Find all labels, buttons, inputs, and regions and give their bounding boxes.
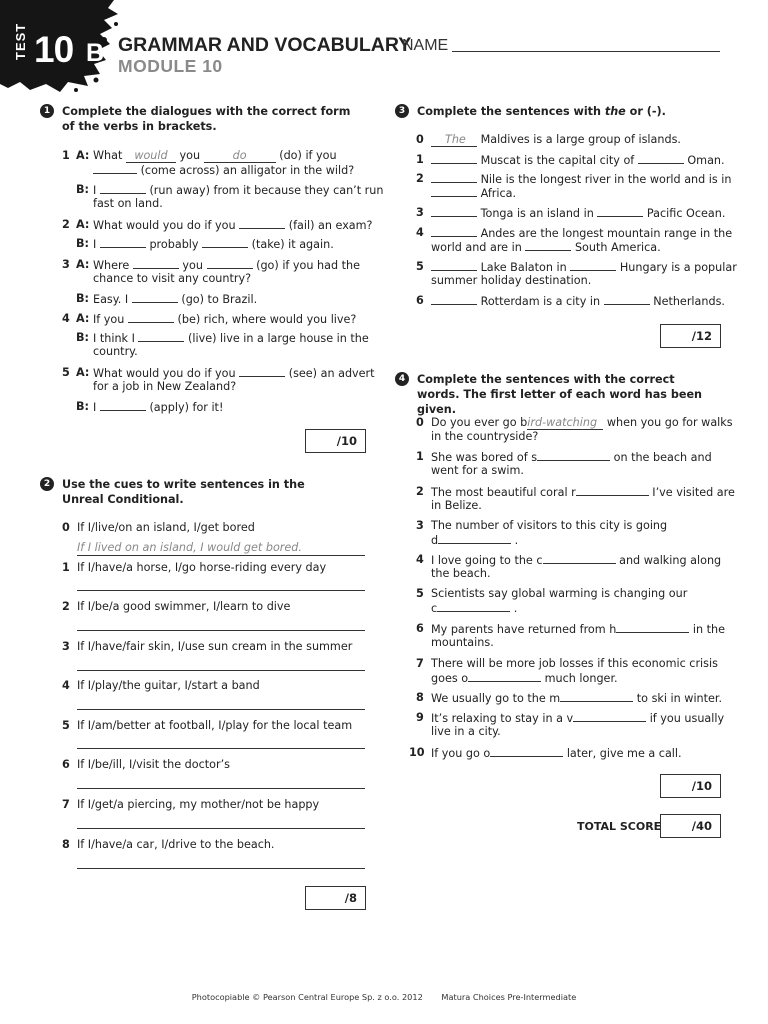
sentence: The number of visitors to this city is going: [431, 519, 668, 532]
cue-text: If I/have/a car, I/drive to the beach.: [77, 838, 275, 851]
exercise-3: [395, 104, 725, 119]
sentence: the beach.: [431, 567, 491, 580]
item-number: 4: [62, 679, 70, 692]
item-number: 6: [416, 294, 424, 307]
answer-line[interactable]: [77, 788, 365, 789]
example-answer: The: [431, 134, 477, 147]
exercise-number-badge: 3: [395, 104, 409, 118]
speaker-a: A:: [76, 258, 90, 271]
module-label: MODULE 10: [118, 56, 223, 76]
item-number: 3: [416, 519, 424, 532]
item-number: 10: [409, 746, 425, 759]
answer-blank[interactable]: [93, 162, 137, 174]
item-number: 6: [62, 758, 70, 771]
test-letter: B: [86, 39, 105, 67]
total-score-label: TOTAL SCORE: [577, 820, 662, 833]
exercise-2-score-box[interactable]: /8: [305, 886, 366, 910]
exercise-2: [40, 477, 330, 507]
example-answer: would: [126, 150, 176, 163]
item-number: 7: [62, 798, 70, 811]
sentence: c .: [431, 602, 518, 615]
cue-text: If I/be/a good swimmer, I/learn to dive: [77, 600, 291, 613]
exercise-number-badge: 1: [40, 104, 54, 118]
answer-blank[interactable]: [576, 484, 649, 496]
sentence: Scientists say global warming is changing our: [431, 587, 688, 600]
page-footer: [0, 990, 768, 1005]
book-title: Matura Choices Pre-Intermediate: [441, 992, 577, 1002]
item-number: 3: [62, 640, 70, 653]
answer-blank[interactable]: [437, 600, 510, 612]
speaker-b: B:: [76, 292, 90, 305]
total-score-box[interactable]: /40: [660, 814, 721, 838]
exercise-number-badge: 2: [40, 477, 54, 491]
answer-blank[interactable]: [431, 152, 477, 164]
dialogue-line: fast on land.: [93, 197, 163, 210]
exercise-4: [395, 372, 715, 417]
sentence: Rotterdam is a city in Netherlands.: [431, 293, 725, 309]
item-number: 1: [62, 149, 70, 162]
exercise-3-instruction: 3 Complete the sentences with the or (-).: [395, 104, 725, 119]
exercise-1: [40, 104, 360, 134]
dialogue-line: I probably (take) it again.: [93, 238, 334, 251]
answer-blank[interactable]: [100, 236, 146, 248]
answer-blank[interactable]: [202, 236, 248, 248]
item-number: 3: [416, 206, 424, 219]
sentence: in Belize.: [431, 499, 482, 512]
exercise-1-instruction: 1 Complete the dialogues with the correct form of the verbs in brackets.: [40, 104, 360, 134]
item-number: 2: [62, 600, 70, 613]
sentence: We usually go to the m to ski in winter.: [431, 692, 723, 705]
test-label: TEST: [13, 22, 28, 60]
sentence: in the countryside?: [431, 430, 539, 443]
exercise-1-score-box[interactable]: /10: [305, 429, 366, 453]
cue-text: If I/get/a piercing, my mother/not be happy: [77, 798, 320, 811]
answer-blank[interactable]: [239, 217, 285, 229]
answer-blank[interactable]: [431, 171, 477, 183]
answer-blank[interactable]: [537, 449, 610, 461]
answer-blank[interactable]: [431, 205, 477, 217]
item-number: 2: [62, 218, 70, 231]
cue-text: If I/live/on an island, I/get bored: [77, 521, 255, 534]
item-number: 0: [62, 521, 70, 534]
dialogue-line: If you (be) rich, where would you live?: [93, 313, 357, 326]
cue-text: If I/be/ill, I/visit the doctor’s: [77, 758, 230, 771]
dialogue-line: I (apply) for it!: [93, 401, 224, 414]
answer-blank[interactable]: [100, 399, 146, 411]
answer-blank[interactable]: [638, 152, 684, 164]
cue-text: If I/am/better at football, I/play for the local team: [77, 719, 353, 732]
speaker-a: A:: [76, 149, 90, 162]
item-number: 6: [416, 622, 424, 635]
answer-blank[interactable]: [431, 293, 477, 305]
cue-text: If I/have/fair skin, I/use sun cream in the summer: [77, 640, 353, 653]
answer-line[interactable]: [77, 630, 365, 631]
answer-blank[interactable]: [597, 205, 643, 217]
dialogue-line: Easy. I (go) to Brazil.: [93, 293, 258, 306]
item-number: 5: [416, 260, 424, 273]
answer-line[interactable]: [77, 748, 365, 749]
item-number: 0: [416, 416, 424, 429]
item-number: 2: [416, 172, 424, 185]
answer-blank[interactable]: [604, 293, 650, 305]
dialogue-line: country.: [93, 345, 138, 358]
answer-blank[interactable]: [438, 532, 511, 544]
test-number: 10: [34, 29, 74, 70]
item-number: 3: [62, 258, 70, 271]
sentence: world and are in South America.: [431, 241, 661, 254]
item-number: 8: [62, 838, 70, 851]
answer-blank[interactable]: [431, 185, 477, 197]
answer-blank[interactable]: [132, 291, 178, 303]
answer-blank[interactable]: [560, 690, 633, 702]
item-number: 4: [62, 312, 70, 325]
answer-blank[interactable]: [207, 257, 253, 269]
sentence: Africa.: [431, 185, 516, 201]
answer-blank[interactable]: [128, 311, 174, 323]
speaker-b: B:: [76, 183, 90, 196]
item-number: 4: [416, 553, 424, 566]
sentence: d .: [431, 534, 519, 547]
sentence: mountains.: [431, 636, 494, 649]
sentence: Muscat is the capital city of Oman.: [431, 152, 725, 168]
sentence: The Maldives is a large group of islands.: [431, 132, 681, 147]
answer-blank[interactable]: [133, 257, 179, 269]
item-number: 7: [416, 657, 424, 670]
answer-blank[interactable]: [525, 239, 571, 251]
sentence: goes o much longer.: [431, 672, 618, 685]
speaker-a: A:: [76, 366, 90, 379]
answer-blank[interactable]: [431, 225, 477, 237]
copyright-text: Photocopiable © Pearson Central Europe Sp. z o.o. 2012: [191, 992, 423, 1002]
dialogue-line: What would you do if you (fail) an exam?: [93, 219, 373, 232]
name-input-line[interactable]: [452, 51, 720, 52]
answer-blank[interactable]: [490, 745, 563, 757]
answer-blank[interactable]: [570, 259, 616, 271]
sentence: My parents have returned from h in the: [431, 623, 726, 636]
exercise-2-instruction: 2 Use the cues to write sentences in the Unreal Conditional.: [40, 477, 330, 507]
answer-blank[interactable]: [138, 330, 184, 342]
dialogue-line: (come across) an alligator in the wild?: [93, 162, 354, 178]
sentence: live in a city.: [431, 725, 501, 738]
item-number: 8: [416, 691, 424, 704]
cue-text: If I/play/the guitar, I/start a band: [77, 679, 260, 692]
item-number: 5: [62, 719, 70, 732]
sentence: Andes are the longest mountain range in the: [431, 225, 732, 241]
dialogue-line: chance to visit any country?: [93, 272, 252, 285]
speaker-b: B:: [76, 237, 90, 250]
speaker-b: B:: [76, 331, 90, 344]
example-answer: do: [204, 150, 276, 163]
page-title: GRAMMAR AND VOCABULARY: [118, 34, 412, 56]
dialogue-line: What would you do (do) if you: [93, 149, 337, 162]
answer-line[interactable]: [77, 670, 365, 671]
sentence: summer holiday destination.: [431, 274, 592, 287]
item-number: 1: [62, 561, 70, 574]
dialogue-line: I think I (live) live in a large house in the: [93, 332, 369, 345]
item-number: 2: [416, 485, 424, 498]
sentence: There will be more job losses if this economic crisis: [431, 657, 718, 670]
exercise-4-instruction: 4 Complete the sentences with the correct words. The first letter of each word has been given.: [395, 372, 715, 417]
sentence: Lake Balaton in Hungary is a popular: [431, 259, 737, 275]
speaker-b: B:: [76, 400, 90, 413]
answer-blank[interactable]: [239, 365, 285, 377]
item-number: 9: [416, 711, 424, 724]
item-number: 5: [62, 366, 70, 379]
item-number: 0: [416, 133, 424, 146]
sentence: The most beautiful coral r I’ve visited are: [431, 486, 735, 499]
speaker-a: A:: [76, 218, 90, 231]
answer-line[interactable]: [77, 709, 365, 710]
sentence: went for a swim.: [431, 464, 524, 477]
answer-blank[interactable]: [468, 670, 541, 682]
name-label: NAME: [402, 37, 449, 54]
item-number: 1: [416, 450, 424, 463]
cue-text: If I/have/a horse, I/go horse-riding every day: [77, 561, 327, 574]
answer-blank[interactable]: [100, 182, 146, 194]
dialogue-line: Where you (go) if you had the: [93, 259, 361, 272]
answer-blank[interactable]: [616, 621, 689, 633]
item-number: 1: [416, 153, 424, 166]
sentence: Do you ever go bird-watching when you go for walks: [431, 416, 733, 429]
answer-blank[interactable]: [543, 552, 616, 564]
item-number: 4: [416, 226, 424, 239]
dialogue-line: I (run away) from it because they can’t run: [93, 184, 384, 197]
exercise-number-badge: 4: [395, 372, 409, 386]
answer-line[interactable]: [77, 590, 365, 591]
answer-blank[interactable]: [431, 259, 477, 271]
exercise-3-score-box[interactable]: /12: [660, 324, 721, 348]
answer-blank[interactable]: [573, 710, 646, 722]
answer-line[interactable]: [77, 828, 365, 829]
sentence: Tonga is an island in Pacific Ocean.: [431, 205, 725, 221]
item-number: 5: [416, 587, 424, 600]
dialogue-line: for a job in New Zealand?: [93, 380, 237, 393]
example-answer: ird-watching: [527, 417, 603, 430]
answer-line[interactable]: [77, 868, 365, 869]
sentence: She was bored of s on the beach and: [431, 451, 712, 464]
sentence: I love going to the c and walking along: [431, 554, 722, 567]
exercise-4-score-box[interactable]: /10: [660, 774, 721, 798]
sentence: If you go o later, give me a call.: [431, 747, 682, 760]
example-answer: If I lived on an island, I would get bored.: [77, 540, 365, 556]
dialogue-line: What would you do if you (see) an advert: [93, 367, 375, 380]
speaker-a: A:: [76, 312, 90, 325]
sentence: It’s relaxing to stay in a v if you usually: [431, 712, 725, 725]
sentence: Nile is the longest river in the world and is in: [431, 171, 732, 187]
